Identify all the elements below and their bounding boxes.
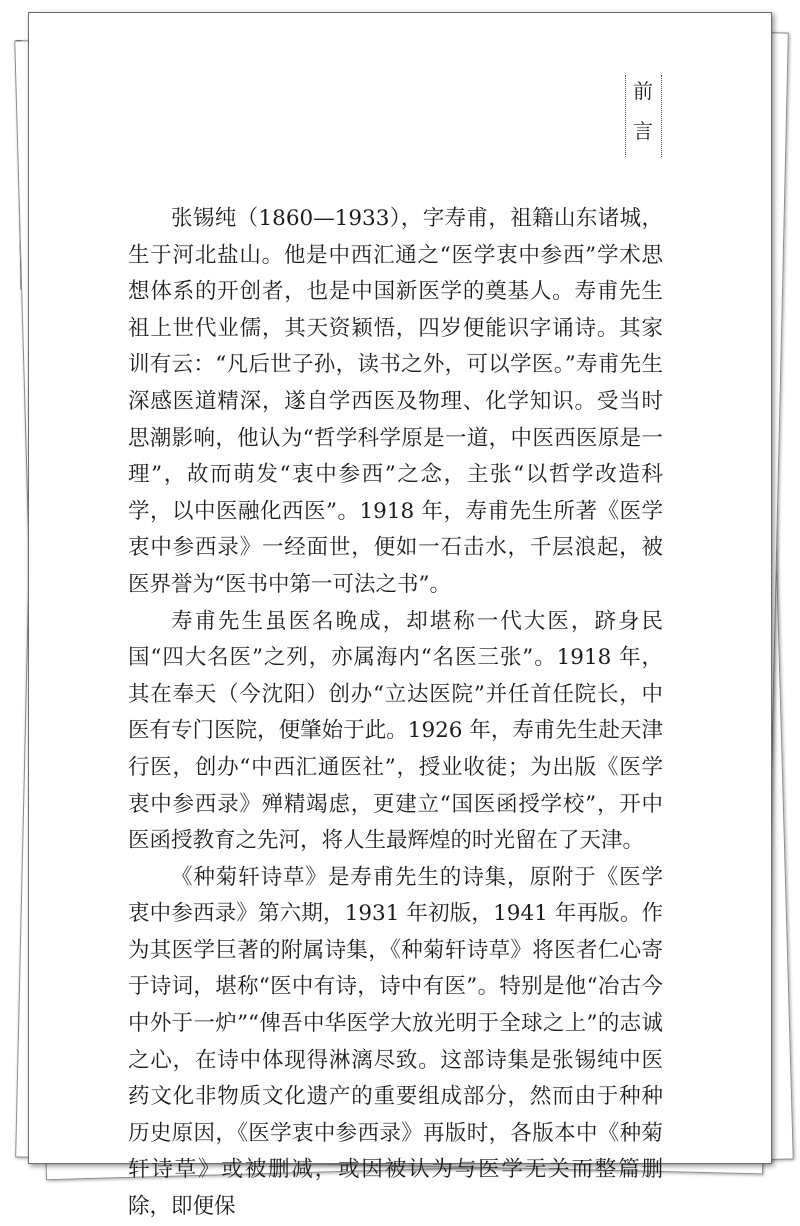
running-title-char: 言 (633, 119, 653, 143)
title-rule (625, 75, 626, 157)
running-title (625, 71, 661, 163)
body-text (128, 201, 663, 1226)
paragraph: 张锡纯（1860—1933），字寿甫，祖籍山东诸城，生于河北盐山。他是中西汇通之“医学衷中参西”学术思想体系的开创者，也是中国新医学的奠基人。寿甫先生祖上世代业儒，其天资颖悟，四岁便能识字诵诗。其家训有云：“凡后世子孙，读书之外，可以学医。”寿甫先生深感医道精深，遂自学西医及物理、化学知识。受当时思潮影响，他认为“哲学科学原是一道，中医西医原是一理”，故而萌发“衷中参西”之念，主张“以哲学改造科学，以中医融化西医”。1918 年，寿甫先生所著《医学衷中参西录》一经面世，便如一石击水，千层浪起，被医界誉为“医书中第一可法之书”。 (128, 206, 663, 597)
running-title-char: 前 (633, 79, 653, 103)
book-page (28, 12, 772, 1220)
title-rule (661, 75, 662, 157)
paragraph: 《种菊轩诗草》是寿甫先生的诗集，原附于《医学衷中参西录》第六期，1931 年初版，1941 年再版。作为其医学巨著的附属诗集，《种菊轩诗草》将医者仁心寄于诗词，堪称“医中有诗，诗中有医”。特别是他“冶古今中外于一炉”“俾吾中华医学大放光明于全球之上”的志诚之心，在诗中体现得淋漓尽致。这部诗集是张锡纯中医药文化非物质文化遗产的重要组成部分，然而由于种种历史原因，《医学衷中参西录》再版时，各版本中《种菊轩诗草》或被删减，或因被认为与医学无关而整篇删除，即便保 (128, 864, 663, 1220)
paragraph: 寿甫先生虽医名晚成，却堪称一代大医，跻身民国“四大名医”之列，亦属海内“名医三张”。1918 年，其在奉天（今沈阳）创办“立达医院”并任首任院长，中医有专门医院，便肇始于此。1926 年，寿甫先生赴天津行医，创办“中西汇通医社”，授业收徒；为出版《医学衷中参西录》殚精竭虑，更建立“国医函授学校”，开中医函授教育之先河，将人生最辉煌的时光留在了天津。 (128, 608, 663, 854)
